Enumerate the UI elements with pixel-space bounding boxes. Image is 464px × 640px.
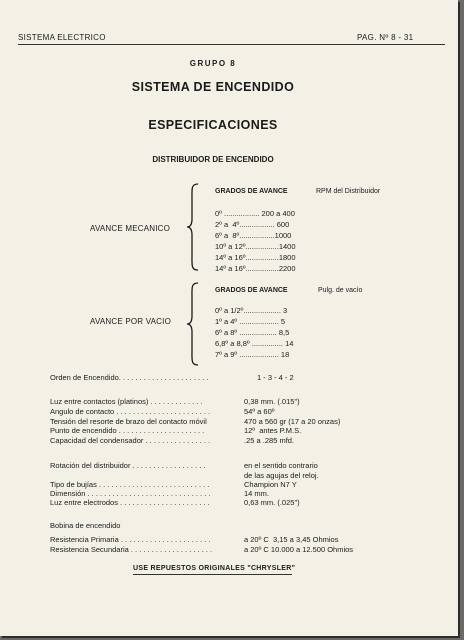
- vacuum-row: 6,8º a 8,8º ............... 14: [215, 339, 294, 348]
- spec-value: 0,63 mm. (.025"): [244, 498, 300, 507]
- mechanical-col-degrees: GRADOS DE AVANCE: [215, 188, 288, 195]
- spec-label: Dimensión . . . . . . . . . . . . . . . . . . . . . . . . . . . . . .: [50, 489, 211, 498]
- mechanical-row: 14º a 16º................2200: [215, 264, 296, 273]
- mechanical-col-rpm: RPM del Distribuidor: [316, 188, 381, 195]
- spec-value: 0,38 mm. (.015"): [244, 397, 300, 406]
- section-heading: DISTRIBUIDOR DE ENCENDIDO: [152, 155, 274, 164]
- vacuum-row: 0º a 1/2º.................. 3: [215, 306, 288, 315]
- vacuum-row: 7º a 9º ................... 18: [215, 350, 290, 359]
- spec-label: Resistencia Primaria . . . . . . . . . . . . . . . . . . . . . .: [50, 535, 211, 544]
- firing-order-label: Orden de Encendido. . . . . . . . . . . . . . . . . . . . . .: [50, 373, 209, 382]
- header-page-number: PAG. Nº 8 - 31: [357, 33, 414, 42]
- firing-order-value: 1 - 3 - 4 - 2: [257, 373, 294, 382]
- spec-value: Champion N7 Y: [244, 480, 297, 489]
- spec-label: Punto de encendido . . . . . . . . . . . . . . . . . . . . .: [50, 426, 205, 435]
- footer-note: USE REPUESTOS ORIGINALES "CHRYSLER": [133, 565, 296, 572]
- vacuum-row: 6º a 8º .................. 8,5: [215, 328, 290, 337]
- mechanical-advance-label: AVANCE MECANICO: [90, 224, 171, 233]
- vacuum-col-degrees: GRADOS DE AVANCE: [215, 287, 288, 294]
- spec-value: en el sentido contrario: [244, 461, 318, 470]
- spec-value: 470 a 560 gr (17 a 20 onzas): [244, 417, 341, 426]
- brace-mechanical: [186, 183, 200, 271]
- brace-vacuum: [186, 282, 200, 366]
- header-section-title: SISTEMA ELECTRICO: [18, 33, 106, 42]
- spec-value: a 20º C 10.000 a 12.500 Ohmios: [244, 545, 354, 554]
- spec-label: Resistencia Secundaria . . . . . . . . . . . . . . . . . . . .: [50, 545, 213, 554]
- spec-label: Angulo de contacto . . . . . . . . . . . . . . . . . . . . . . .: [50, 407, 211, 416]
- spec-label: Tipo de bujías . . . . . . . . . . . . . . . . . . . . . . . . . . .: [50, 480, 210, 489]
- spec-value: 54º a 60º: [244, 407, 275, 416]
- vacuum-col-pulg: Pulg. de vacío: [318, 287, 363, 294]
- footer-underline: [133, 574, 292, 575]
- mechanical-row: 0º ................. 200 a 400: [215, 209, 295, 218]
- vacuum-row: 1º a 4º ................... 5: [215, 317, 286, 326]
- vacuum-advance-label: AVANCE POR VACIO: [90, 317, 171, 326]
- mechanical-row: 2º a 4º................. 600: [215, 220, 290, 229]
- spec-label: Capacidad del condensador . . . . . . . . . . . . . . . .: [50, 436, 211, 445]
- spec-value: 14 mm.: [244, 489, 270, 498]
- coil-heading: Bobina de encendido: [50, 521, 121, 530]
- spec-value: 12º antes P.M.S.: [244, 426, 302, 435]
- spec-value: .25 a .285 mfd.: [244, 436, 295, 445]
- spec-label: Luz entre electrodos . . . . . . . . . . . . . . . . . . . . . .: [50, 498, 210, 507]
- mechanical-row: 6º a 8º.................1000: [215, 231, 292, 240]
- group-label: GRUPO 8: [189, 59, 237, 68]
- spec-label: Luz entre contactos (platinos) . . . . . . . . . . . . .: [50, 397, 203, 406]
- header-rule: [18, 44, 445, 45]
- spec-value: a 20º C 3,15 a 3,45 Ohmios: [244, 535, 339, 544]
- page-subtitle: ESPECIFICACIONES: [148, 118, 278, 132]
- mechanical-row: 10º a 12º................1400: [215, 242, 296, 251]
- spec-value: de las agujas del reloj.: [244, 471, 319, 480]
- mechanical-row: 14º a 16º................1800: [215, 253, 296, 262]
- page-title: SISTEMA DE ENCENDIDO: [131, 80, 295, 94]
- spec-label: Rotación del distribuidor . . . . . . . . . . . . . . . . . .: [50, 461, 206, 470]
- spec-label: Tensión del resorte de brazo del contacto móvil: [50, 417, 207, 426]
